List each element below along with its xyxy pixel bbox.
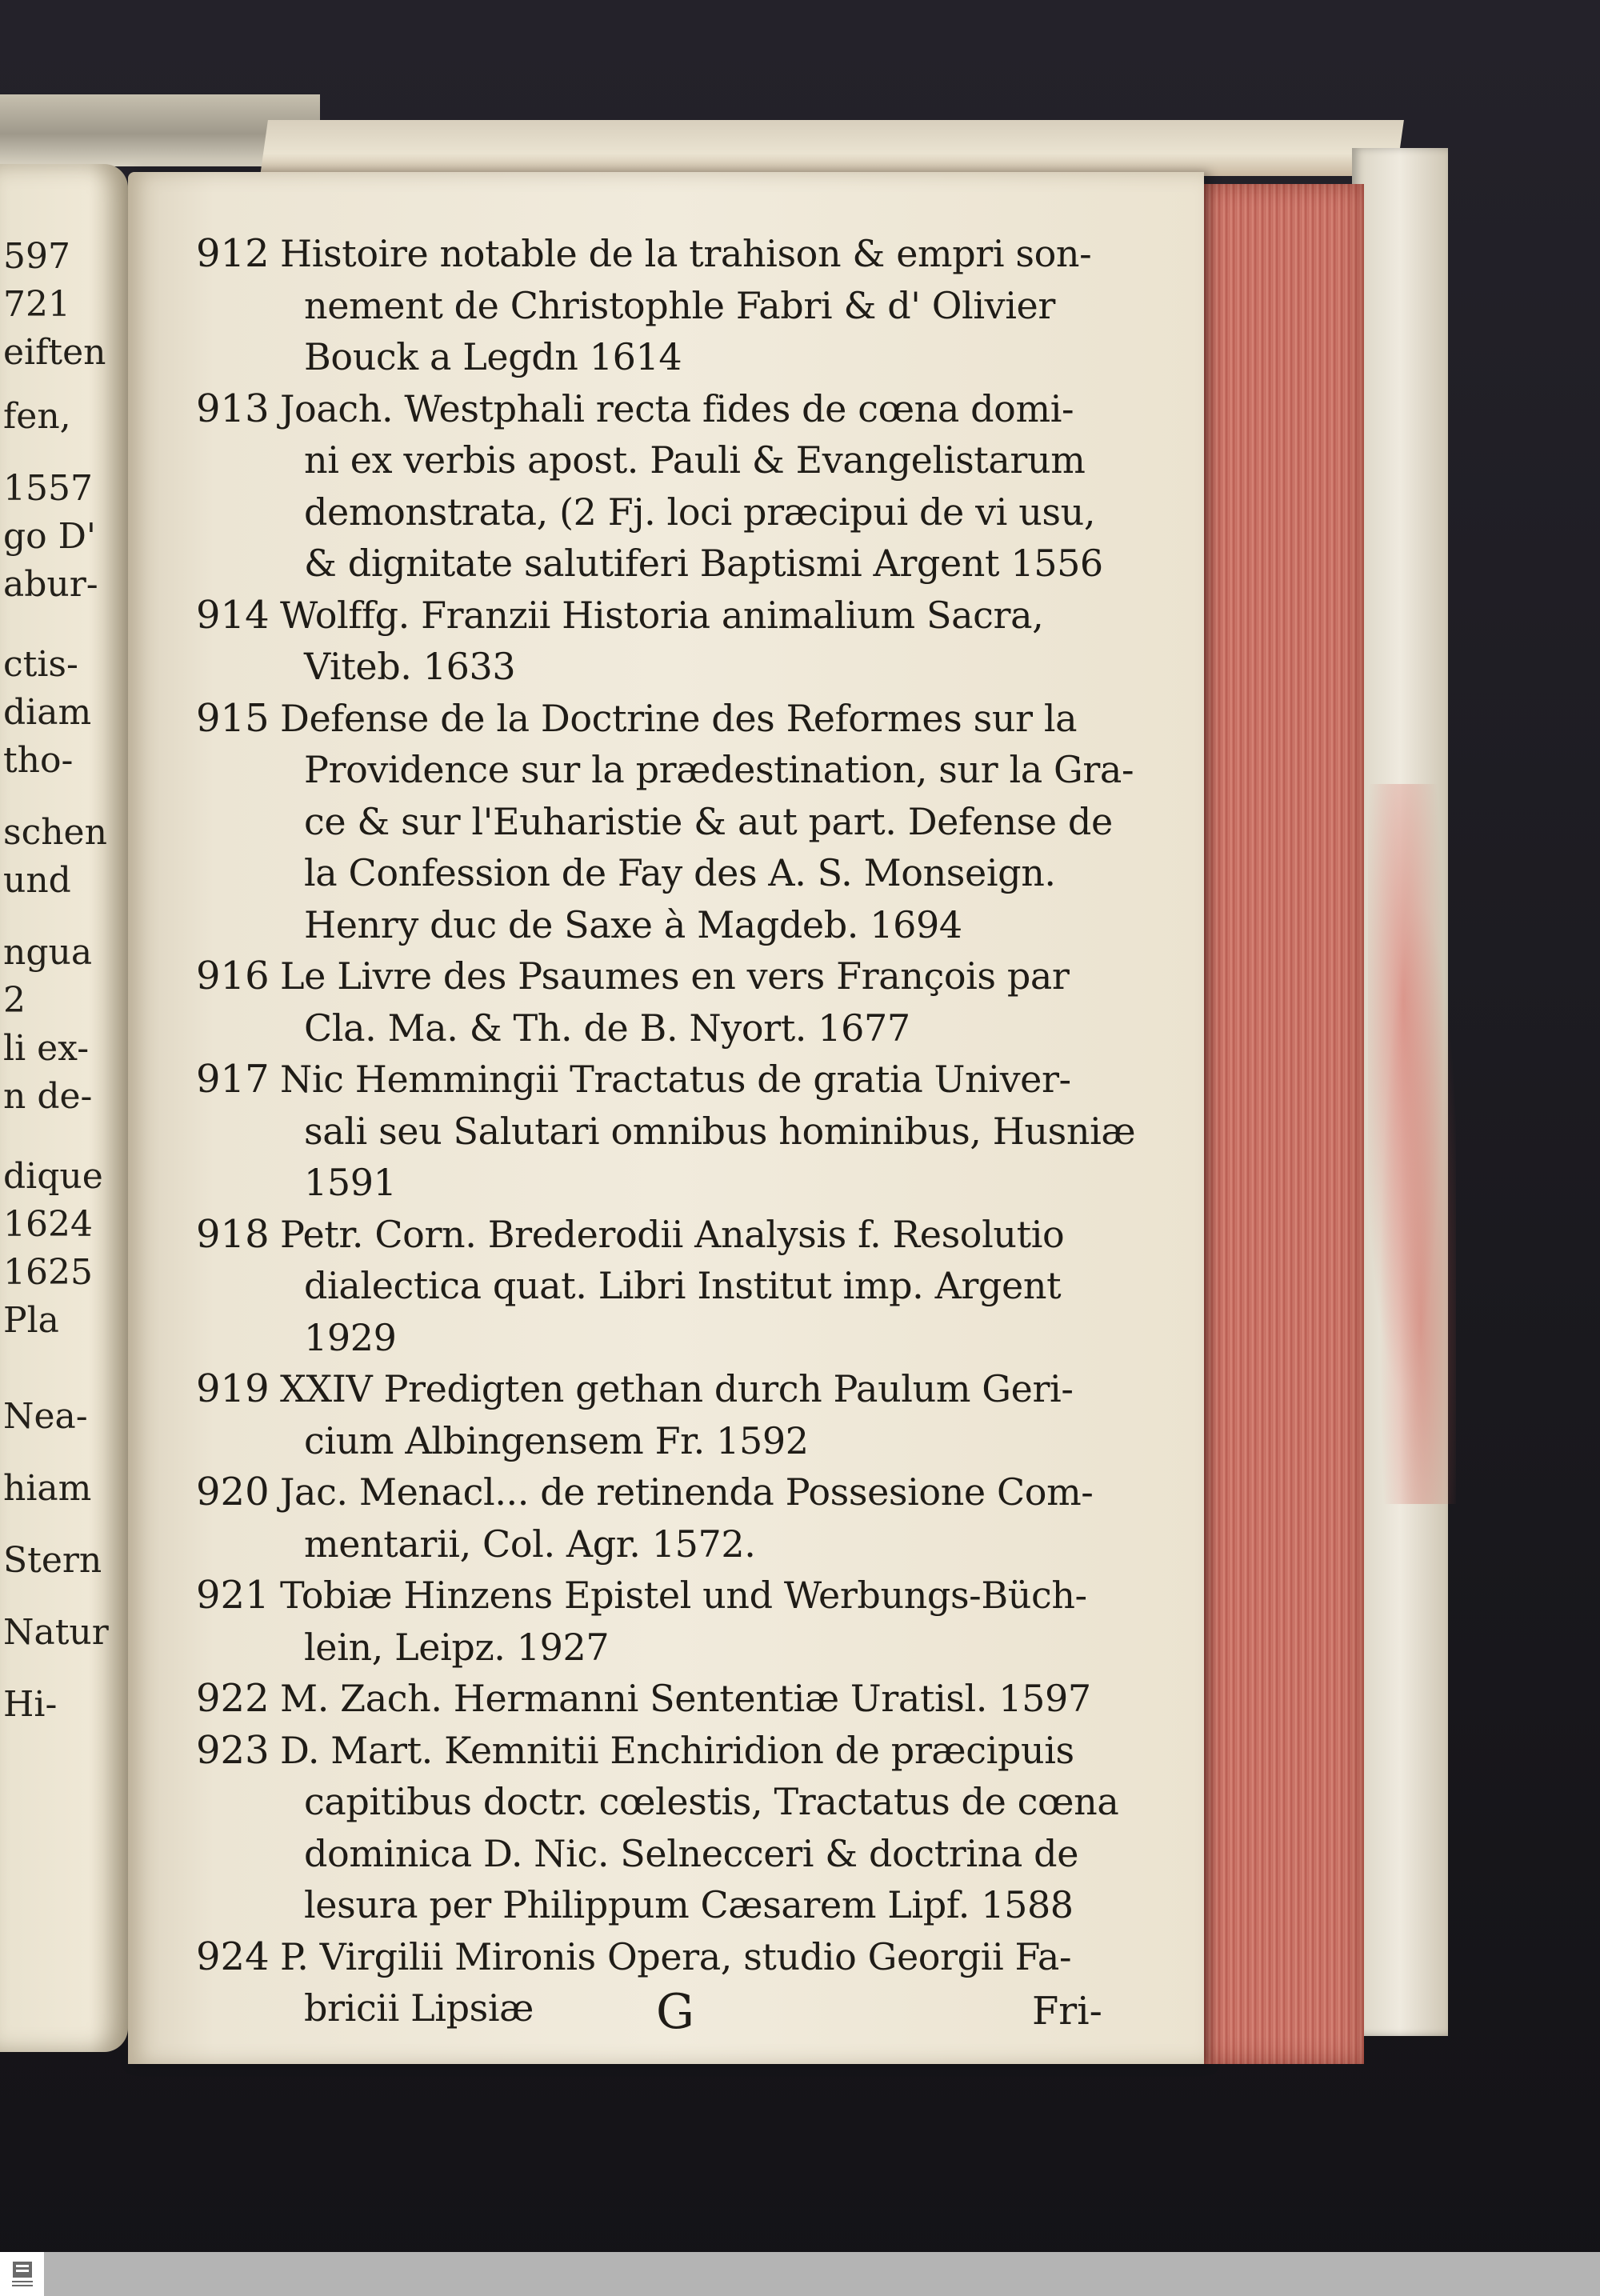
entry-text [280, 1209, 1192, 1364]
left-page-fragment: n de- [3, 1076, 93, 1117]
left-page-fragment: 721 [3, 284, 70, 325]
left-page-fragment: go D' [3, 516, 97, 557]
entry-text [280, 1466, 1192, 1570]
viewer-toolbar [0, 2252, 1600, 2296]
left-page-fragment: 597 [3, 236, 70, 277]
entry-text [280, 383, 1192, 590]
entry-line: mentarii, Col. Agr. 1572. [304, 1522, 756, 1566]
entry-text [280, 1570, 1192, 1673]
library-logo-icon[interactable] [0, 2252, 44, 2296]
entry-line: Tobiæ Hinzens Epistel und Werbungs-Büch- [280, 1574, 1087, 1617]
entry-number: 912 [196, 231, 270, 276]
entry-number: 917 [196, 1057, 270, 1102]
catalogue-entry [196, 590, 1192, 693]
entry-number: 915 [196, 695, 270, 741]
left-page-fragment: tho- [3, 740, 74, 781]
left-page-fragment: Stern [3, 1540, 102, 1581]
entry-line: bricii Lipsiæ [304, 1986, 534, 2030]
page-footer [128, 1984, 1204, 2048]
entry-line: M. Zach. Hermanni Sententiæ Uratisl. 1597 [280, 1677, 1091, 1720]
entry-line: Le Livre des Psaumes en vers François par [280, 954, 1070, 998]
entry-line: Viteb. 1633 [304, 645, 516, 688]
entry-text [280, 693, 1192, 951]
entry-line: sali seu Salutari omnibus hominibus, Husniæ [304, 1109, 1136, 1153]
cover-pattern [1368, 784, 1456, 1504]
left-page-fragment: dique [3, 1156, 103, 1197]
entry-line: P. Virgilii Mironis Opera, studio Georgii Fa- [280, 1934, 1072, 1978]
left-page-fragment: hiam [3, 1468, 92, 1509]
book-page [128, 172, 1204, 2064]
catalogue-entry [196, 1054, 1192, 1209]
left-page-fragment: 1625 [3, 1252, 93, 1293]
left-page-fragment: ctis- [3, 644, 78, 685]
catalogue-entry [196, 1466, 1192, 1570]
entry-line: nement de Christophle Fabri & d' Olivier [304, 283, 1055, 327]
entry-line: Nic Hemmingii Tractatus de gratia Univer- [280, 1058, 1071, 1101]
entry-text [280, 228, 1192, 383]
red-fore-edge [1200, 184, 1364, 2064]
entry-line: Cla. Ma. & Th. de B. Nyort. 1677 [304, 1006, 910, 1050]
entry-line: 1591 [304, 1161, 397, 1204]
entry-line: dominica D. Nic. Selnecceri & doctrina de [304, 1831, 1079, 1875]
entry-line: cium Albingensem Fr. 1592 [304, 1418, 809, 1462]
entry-line: demonstrata, (2 Fj. loci præcipui de vi usu, [304, 490, 1096, 534]
left-page-fragment: Hi- [3, 1684, 58, 1725]
catalogue-entry [196, 228, 1192, 383]
left-page-fragment: Pla [3, 1300, 59, 1341]
catalogue-entry [196, 1725, 1192, 1931]
catalogue-entry [196, 1363, 1192, 1466]
entry-number: 923 [196, 1727, 270, 1773]
entry-line: Joach. Westphali recta fides de cœna domi- [280, 386, 1074, 430]
entry-line: 1929 [304, 1315, 397, 1359]
left-page-fragment: Natur [3, 1612, 109, 1653]
entry-line: Histoire notable de la trahison & empri son- [280, 232, 1092, 275]
catalogue-entry [196, 1209, 1192, 1364]
catalogue-entry [196, 693, 1192, 951]
entry-line: capitibus doctr. cœlestis, Tractatus de cœna [304, 1780, 1119, 1823]
entry-line: lesura per Philippum Cæsarem Lipf. 1588 [304, 1883, 1074, 1926]
book-top-edge [260, 120, 1404, 176]
left-page-fragment: 2 [3, 980, 26, 1021]
left-page-fragment: 1557 [3, 468, 93, 509]
catalogue-entry [196, 383, 1192, 590]
entry-number: 922 [196, 1676, 270, 1721]
entry-number: 919 [196, 1366, 270, 1411]
entry-text [280, 1673, 1192, 1725]
left-page-fragment: Nea- [3, 1396, 88, 1437]
entry-text [280, 1054, 1192, 1209]
entry-number: 921 [196, 1573, 270, 1618]
entry-line: Petr. Corn. Brederodii Analysis f. Resolutio [280, 1212, 1065, 1256]
entry-text [280, 590, 1192, 693]
entry-text [280, 1725, 1192, 1931]
left-page-fragment: abur- [3, 564, 98, 605]
catalogue-entry [196, 1570, 1192, 1673]
catalogue-entries [196, 228, 1192, 2034]
left-page-fragment: fen, [3, 396, 71, 437]
library-logo-glyph-icon [9, 2258, 36, 2290]
entry-number: 913 [196, 386, 270, 431]
entry-line: Bouck a Legdn 1614 [304, 335, 682, 378]
entry-line: Providence sur la prædestination, sur la Gra- [304, 748, 1134, 791]
catalogue-entry [196, 1673, 1192, 1725]
entry-line: Wolffg. Franzii Historia animalium Sacra, [280, 593, 1044, 637]
left-page-fragment: diam [3, 692, 92, 733]
entry-line: dialectica quat. Libri Institut imp. Argent [304, 1264, 1062, 1307]
left-page-fragment: und [3, 860, 71, 901]
left-page-fragments [0, 164, 120, 2052]
entry-line: & dignitate salutiferi Baptismi Argent 1556 [304, 542, 1103, 585]
entry-line: ni ex verbis apost. Pauli & Evangelistarum [304, 438, 1086, 482]
entry-text [280, 1363, 1192, 1466]
entry-number: 916 [196, 954, 270, 998]
entry-line: XXIV Predigten gethan durch Paulum Geri- [280, 1367, 1074, 1410]
entry-number: 914 [196, 592, 270, 638]
entry-line: Jac. Menacl... de retinenda Possesione Com- [280, 1470, 1094, 1514]
entry-number: 918 [196, 1211, 270, 1257]
entry-line: Henry duc de Saxe à Magdeb. 1694 [304, 902, 962, 946]
entry-number: 920 [196, 1470, 270, 1514]
entry-line: lein, Leipz. 1927 [304, 1625, 610, 1669]
entry-line: la Confession de Fay des A. S. Monseign. [304, 851, 1056, 894]
left-page-edge [0, 164, 128, 2052]
catalogue-entry [196, 950, 1192, 1054]
entry-line: D. Mart. Kemnitii Enchiridion de præcipuis [280, 1728, 1074, 1772]
left-page-fragment: schen [3, 812, 107, 853]
entry-line: ce & sur l'Euharistie & aut part. Defense de [304, 799, 1113, 843]
left-page-fragment: ngua [3, 932, 93, 973]
entry-number: 924 [196, 1934, 270, 1979]
left-page-fragment: eiften [3, 332, 106, 373]
entry-line: Defense de la Doctrine des Reformes sur la [280, 696, 1078, 740]
entry-text [280, 950, 1192, 1054]
signature-mark: G [656, 1984, 694, 2040]
left-page-fragment: li ex- [3, 1028, 90, 1069]
left-page-fragment: 1624 [3, 1204, 93, 1245]
catchword: Fri- [1032, 1989, 1102, 2034]
